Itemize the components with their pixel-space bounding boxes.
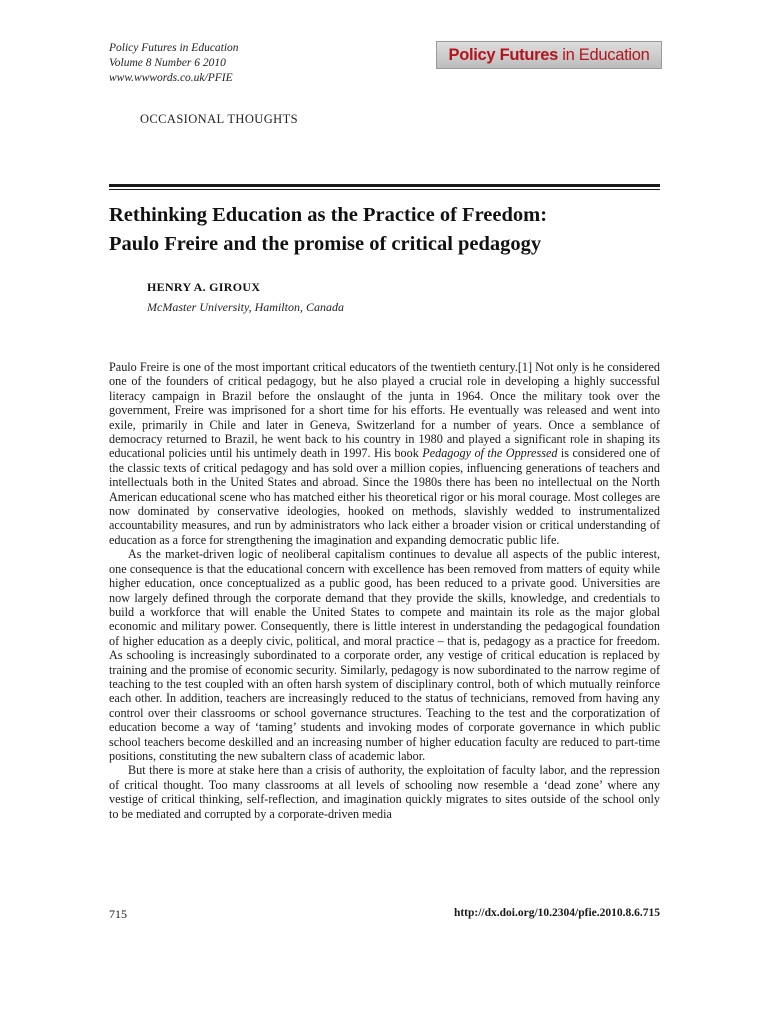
title-rule-thin (109, 189, 660, 190)
author-affiliation: McMaster University, Hamilton, Canada (147, 300, 344, 314)
page-number: 715 (109, 907, 127, 921)
paragraph-2: As the market-driven logic of neoliberal capitalism continues to devalue all aspects of the public interest, one consequence is that the educational concern with excellence has been removed from matters of equity while higher education, once conceptualized as a public good, has been reduced to a private good. Universities are now largely defined through the corporate demand that they provide the skills, knowledge, and credentials to build a workforce that will enable the United States to compete and maintain its role as the major global economic and military power. Consequently, there is little interest in understanding the pedagogical foundation of higher education as a deeply civic, political, and moral practice – that is, pedagogy as a practice for freedom. As schooling is increasingly subordinated to a corporate order, any vestige of critical education is replaced by training and the promise of economic security. Similarly, pedagogy is now subordinated to the narrow regime of teaching to the test coupled with an often harsh system of disciplinary control, both of which mutually reinforce each other. In addition, teachers are increasingly reduced to the status of technicians, removed from having any control over their classrooms or school governance structures. Teaching to the test and the corporatization of education become a way of ‘taming’ students and invoking modes of corporate governance in which public school teachers become deskilled and an increasing number of higher education faculty are reduced to part-time positions, constituting the new subaltern class of academic labor. (109, 547, 660, 763)
journal-logo (436, 41, 662, 69)
section-label: OCCASIONAL THOUGHTS (140, 112, 298, 126)
logo-text-secondary: in Education (558, 46, 650, 64)
logo-text-primary: Policy Futures (448, 46, 558, 64)
journal-metadata (109, 41, 239, 86)
volume-info: Volume 8 Number 6 2010 (109, 57, 226, 69)
journal-url: www.wwwords.co.uk/PFIE (109, 72, 233, 84)
article-title (109, 201, 669, 259)
author-name: HENRY A. GIROUX (147, 280, 261, 294)
journal-name: Policy Futures in Education (109, 42, 239, 54)
article-title-line-2: Paulo Freire and the promise of critical pedagogy (109, 233, 542, 255)
book-title: Pedagogy of the Oppressed (422, 446, 558, 461)
paragraph-1 (109, 360, 660, 547)
paragraph-1-text-b: is considered one of the classic texts of critical pedagogy and has sold over a million copies, influencing generations of teachers and intellectuals both in the United States and abroad. Since the 1980s there has been no intellectual on the North American educational scene who has matched either his theoretical rigor or his moral courage. Most colleges are now dominated by conservative ideologies, hooked on methods, slavishly wedded to instrumentalized accountability measures, and run by administrators who lack either a broader vision or critical understanding of education as a force for strengthening the imagination and expanding democratic public life. (109, 446, 660, 547)
title-rule-thick (109, 184, 660, 187)
article-body (109, 360, 660, 821)
paragraph-3: But there is more at stake here than a crisis of authority, the exploitation of faculty labor, and the repression of critical thought. Too many classrooms at all levels of schooling now resemble a ‘dead zone’ where any vestige of critical thinking, self-reflection, and imagination quickly migrates to sites outside of the school only to be mediated and corrupted by a corporate-driven media (109, 763, 660, 821)
article-title-line-1: Rethinking Education as the Practice of Freedom: (109, 204, 548, 226)
paragraph-1-text-a: Paulo Freire is one of the most important critical educators of the twentieth century.[1] Not only is he considered one of the founders of critical pedagogy, but he also played a crucial role in developing a highly successful literacy campaign in Brazil before the onslaught of the junta in 1964. Once the military took over the government, Freire was imprisoned for a short time for his efforts. He eventually was released and went into exile, primarily in Chile and later in Geneva, Switzerland for a number of years. Once a semblance of democracy returned to Brazil, he went back to his country in 1980 and played a significant role in shaping its educational policies until his untimely death in 1997. His book (109, 360, 660, 461)
doi-link[interactable]: http://dx.doi.org/10.2304/pfie.2010.8.6.715 (453, 907, 660, 919)
